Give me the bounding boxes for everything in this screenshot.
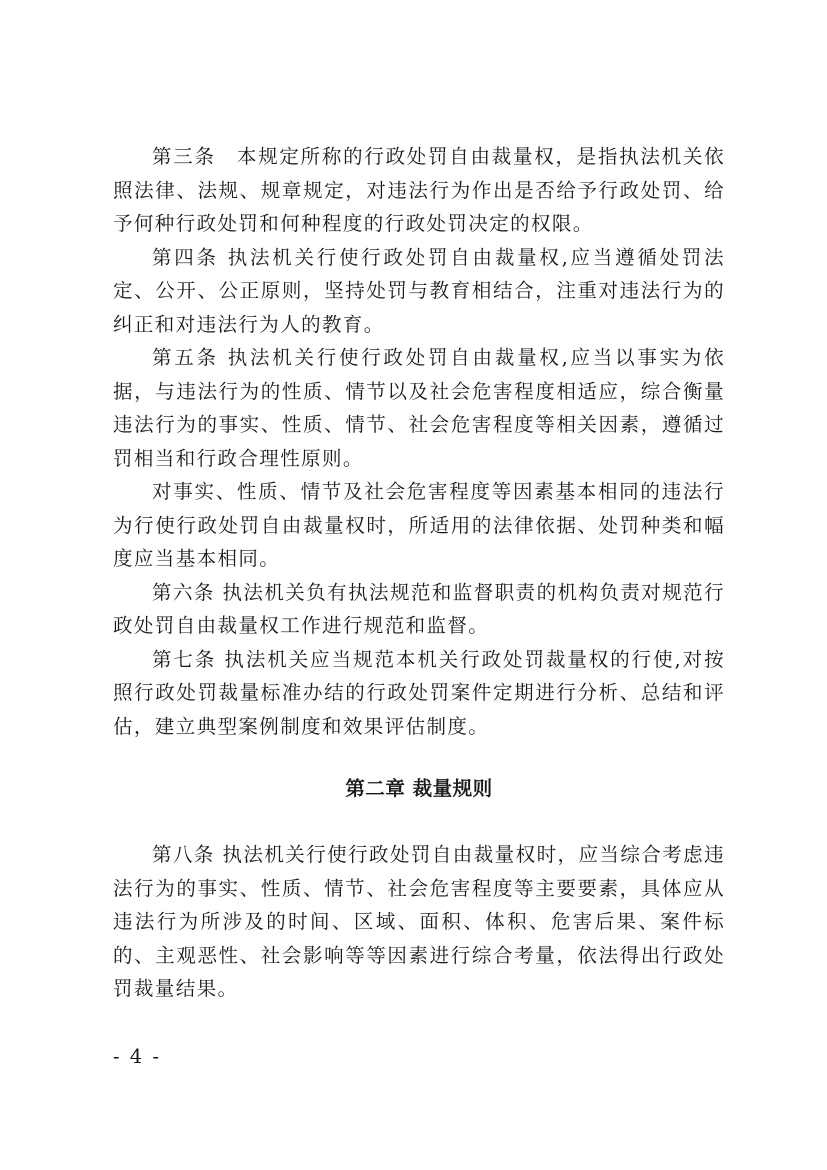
article-5-continuation-paragraph: 对事实、性质、情节及社会危害程度等因素基本相同的违法行为行使行政处罚自由裁量权时，所适用的法律依据、处罚种类和幅度应当基本相同。: [113, 480, 725, 570]
document-body: [113, 140, 725, 743]
article-7-paragraph: 第七条 执法机关应当规范本机关行政处罚裁量权的行使,对按照行政处罚裁量标准办结的行政处罚案件定期进行分析、总结和评估，建立典型案例制度和效果评估制度。: [113, 647, 725, 738]
article-4-paragraph: 第四条 执法机关行使行政处罚自由裁量权,应当遵循处罚法定、公开、公正原则，坚持处罚与教育相结合，注重对违法行为的纠正和对违法行为人的教育。: [113, 245, 725, 336]
chapter-title: 第二章 裁量规则: [345, 777, 493, 800]
article-3-paragraph: 第三条 本规定所称的行政处罚自由裁量权，是指执法机关依照法律、法规、规章规定，对违法行为作出是否给予行政处罚、给予何种行政处罚和何种程度的行政处罚决定的权限。: [113, 145, 725, 235]
article-5-paragraph: 第五条 执法机关行使行政处罚自由裁量权,应当以事实为依据，与违法行为的性质、情节以及社会危害程度相适应，综合衡量违法行为的事实、性质、情节、社会危害程度等相关因素，遵循过罚相当和行政合理性原则。: [113, 346, 725, 470]
chapter-2-body: [113, 838, 725, 1006]
article-8-paragraph: 第八条 执法机关行使行政处罚自由裁量权时，应当综合考虑违法行为的事实、性质、情节、社会危害程度等主要要素，具体应从违法行为所涉及的时间、区域、面积、体积、危害后果、案件标的、主观恶性、社会影响等等因素进行综合考量，依法得出行政处罚裁量结果。: [113, 843, 725, 1000]
page-number: - 4 -: [113, 1045, 161, 1068]
article-6-paragraph: 第六条 执法机关负有执法规范和监督职责的机构负责对规范行政处罚自由裁量权工作进行规范和监督。: [113, 580, 725, 637]
